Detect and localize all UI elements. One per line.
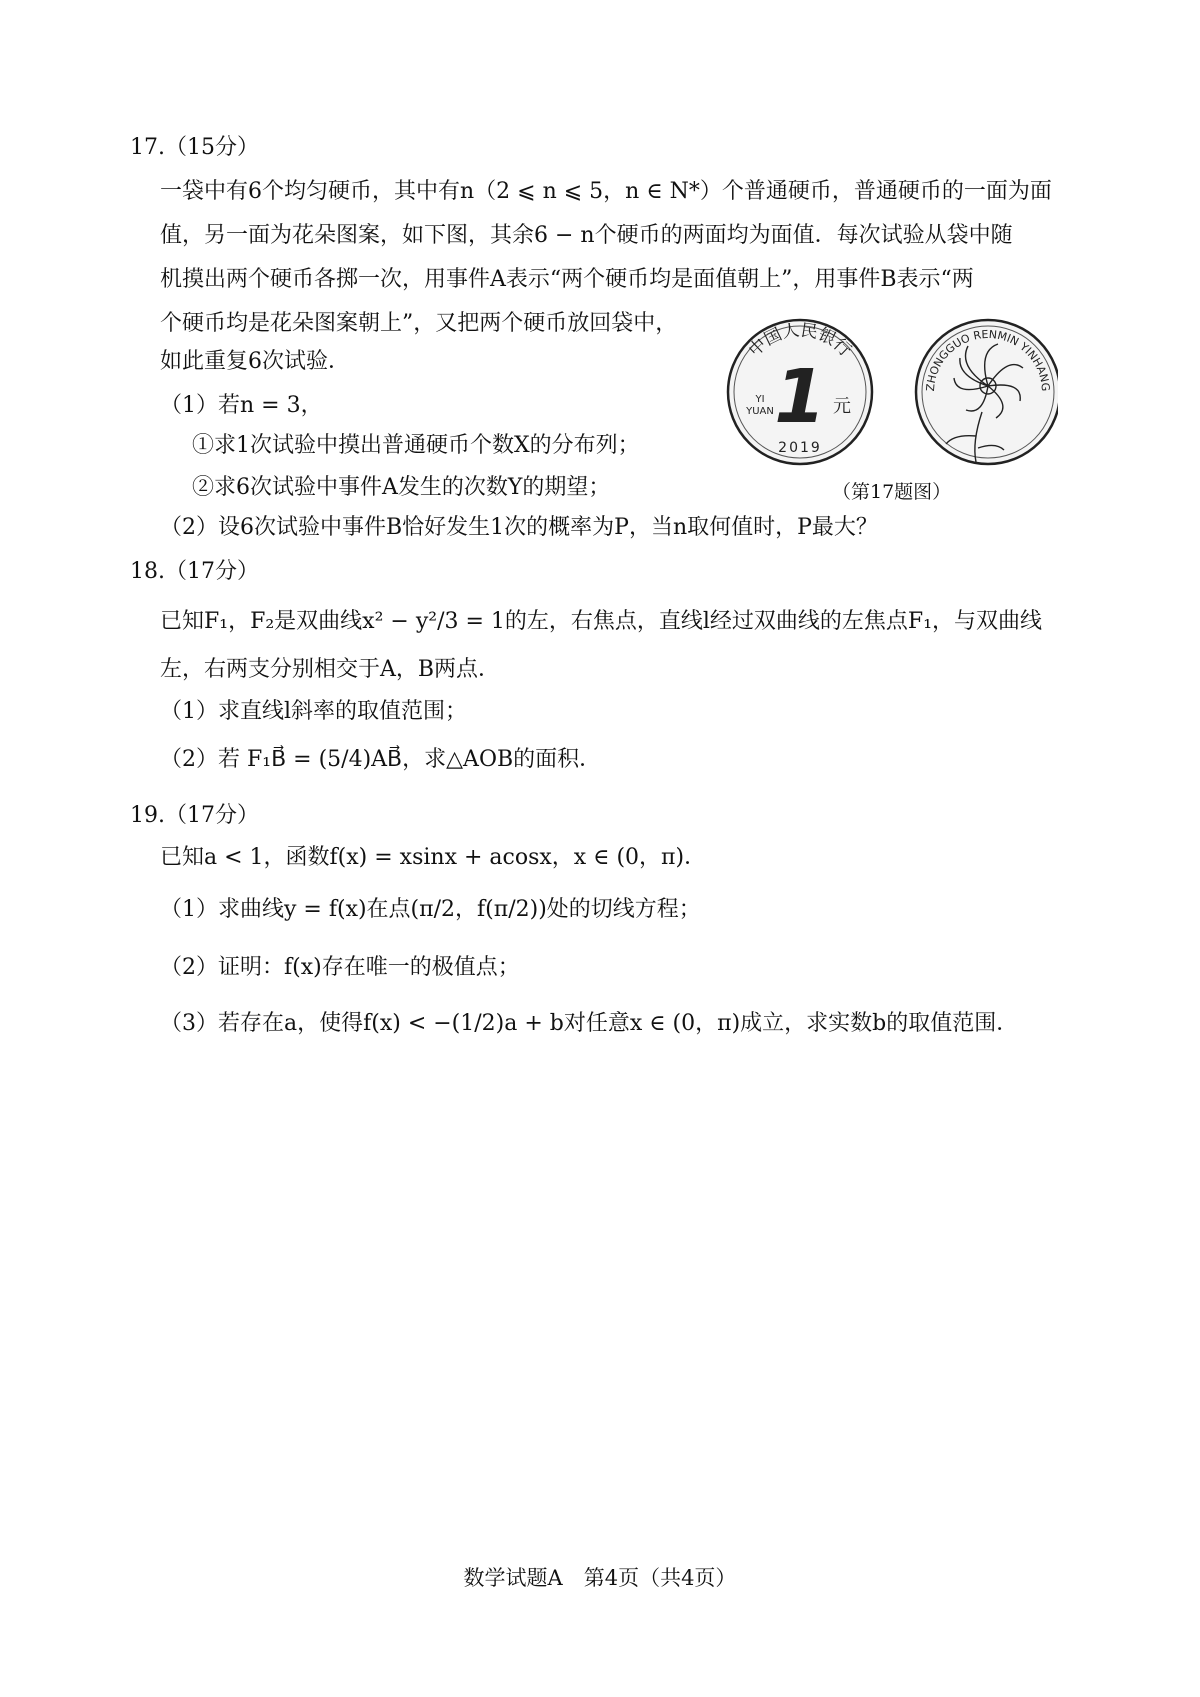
- q17-line-1: 一袋中有6个均匀硬币，其中有n（2 ⩽ n ⩽ 5，n ∈ N*）个普通硬币，普通硬币的一面为面: [160, 179, 1052, 204]
- q19-part-2: （2）证明：f(x)存在唯一的极值点；: [160, 955, 520, 980]
- coin-front-yi: YI: [755, 394, 765, 405]
- q19-line-1: 已知a < 1，函数f(x) = xsinx + acosx，x ∈ (0，π)．: [160, 845, 707, 870]
- coin-back-ring-text: ZHONGGUO RENMIN YINHANG: [923, 327, 1053, 392]
- q18-line-1: 已知F₁，F₂是双曲线x² − y²/3 = 1的左，右焦点，直线l经过双曲线的左焦点F₁，与双曲线: [160, 609, 1043, 634]
- q17-line-2: 值，另一面为花朵图案，如下图，其余6 − n个硬币的两面均为面值．每次试验从袋中随: [160, 223, 1013, 248]
- page-footer: 数学试题A 第4页（共4页）: [463, 1566, 737, 1590]
- q17-part-1: （1）若n = 3，: [160, 393, 323, 418]
- q17-line-3: 机摸出两个硬币各掷一次，用事件A表示“两个硬币均是面值朝上”，用事件B表示“两: [160, 267, 974, 292]
- q17-line-4: 个硬币均是花朵图案朝上”，又把两个硬币放回袋中，: [160, 311, 678, 336]
- q17-part-1b: ②求6次试验中事件A发生的次数Y的期望；: [192, 475, 611, 500]
- q18-line-2: 左，右两支分别相交于A，B两点．: [160, 657, 501, 682]
- q18-part-2: （2）若 F₁B⃗ = (5/4)AB⃗，求△AOB的面积．: [160, 747, 602, 772]
- coin-front-top-text: 中国人民银行: [744, 320, 856, 361]
- coin-front-year: 2019: [778, 440, 822, 456]
- figure-caption: （第17题图）: [832, 481, 952, 503]
- coin-illustration: [718, 316, 1058, 486]
- q17-part-1a: ①求1次试验中摸出普通硬币个数X的分布列；: [192, 433, 640, 458]
- q19-part-1: （1）求曲线y = f(x)在点(π/2，f(π/2))处的切线方程；: [160, 897, 701, 922]
- coin-front: [728, 320, 872, 464]
- coin-front-value: 1: [774, 354, 826, 440]
- coin-front-yuan-pinyin: YUAN: [746, 406, 774, 417]
- q18-number: 18.（17分）: [130, 559, 259, 584]
- coin-figure: [718, 316, 1058, 506]
- q19-number: 19.（17分）: [130, 803, 259, 828]
- coin-back: [916, 320, 1058, 464]
- q18-part-1: （1）求直线l斜率的取值范围；: [160, 699, 468, 724]
- coin-front-unit: 元: [833, 396, 851, 417]
- q19-part-3: （3）若存在a，使得f(x) < −(1/2)a + b对任意x ∈ (0，π)成立，求实数b的取值范围．: [160, 1011, 1019, 1036]
- q17-number: 17.（15分）: [130, 135, 259, 160]
- q17-line-5: 如此重复6次试验．: [160, 349, 350, 374]
- q17-part-2: （2）设6次试验中事件B恰好发生1次的概率为P，当n取何值时，P最大？: [160, 515, 878, 540]
